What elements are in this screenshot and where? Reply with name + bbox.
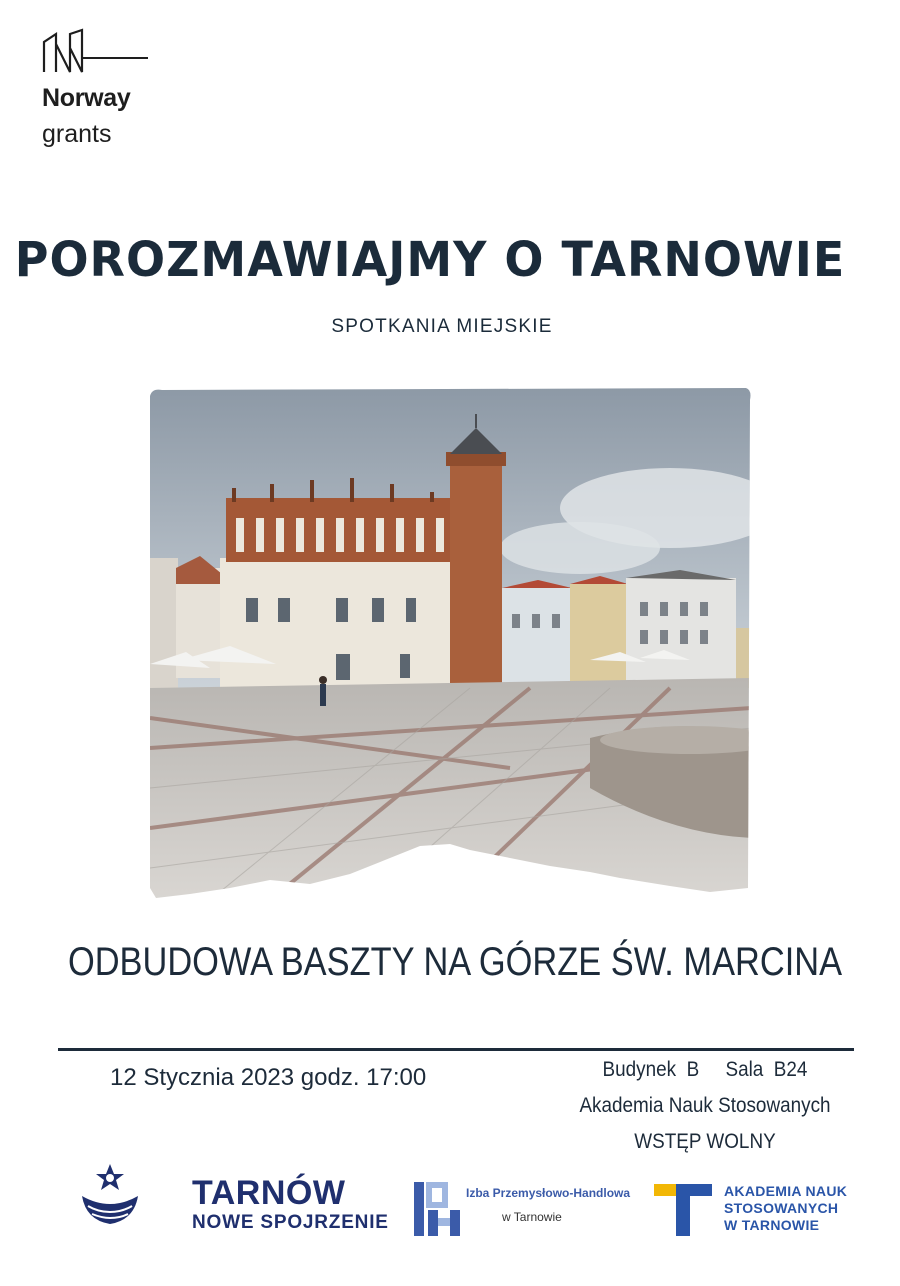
- city-crest-icon: [74, 1160, 146, 1232]
- iph-city: w Tarnowie: [502, 1210, 562, 1224]
- institution: Akademia Nauk Stosowanych: [579, 1094, 831, 1117]
- tarnow-logo-main: TARNÓW: [192, 1174, 346, 1212]
- divider: [58, 1048, 854, 1051]
- entry-info: WSTĘP WOLNY: [634, 1130, 776, 1153]
- ans-line-2: STOSOWANYCH: [724, 1200, 839, 1216]
- talk-title: ODBUDOWA BASZTY NA GÓRZE ŚW. MARCINA: [67, 940, 843, 984]
- norway-grants-logo: [42, 28, 172, 158]
- norway-grants-mark-icon: [42, 28, 172, 78]
- event-headline: POROZMAWIAJMY O TARNOWIE: [14, 230, 846, 288]
- norway-grants-sub: grants: [42, 120, 112, 148]
- ans-logo-icon: [654, 1184, 712, 1236]
- event-subheadline: SPOTKANIA MIEJSKIE: [331, 316, 553, 337]
- iph-logo-icon: [414, 1180, 464, 1238]
- town-hall-photo: [150, 388, 752, 900]
- ans-logo-text: [724, 1183, 847, 1234]
- norway-grants-name: Norway: [42, 84, 131, 112]
- iph-name: Izba Przemysłowo-Handlowa: [466, 1186, 631, 1200]
- event-venue: [560, 1052, 850, 1160]
- tarnow-logo: [192, 1176, 389, 1234]
- building-room: Budynek B Sala B24: [602, 1058, 808, 1081]
- tarnow-logo-sub: NOWE SPOJRZENIE: [192, 1212, 389, 1233]
- ans-line-1: AKADEMIA NAUK: [724, 1183, 848, 1199]
- ans-line-3: W TARNOWIE: [724, 1217, 820, 1233]
- event-date-time: 12 Stycznia 2023 godz. 17:00: [110, 1064, 427, 1091]
